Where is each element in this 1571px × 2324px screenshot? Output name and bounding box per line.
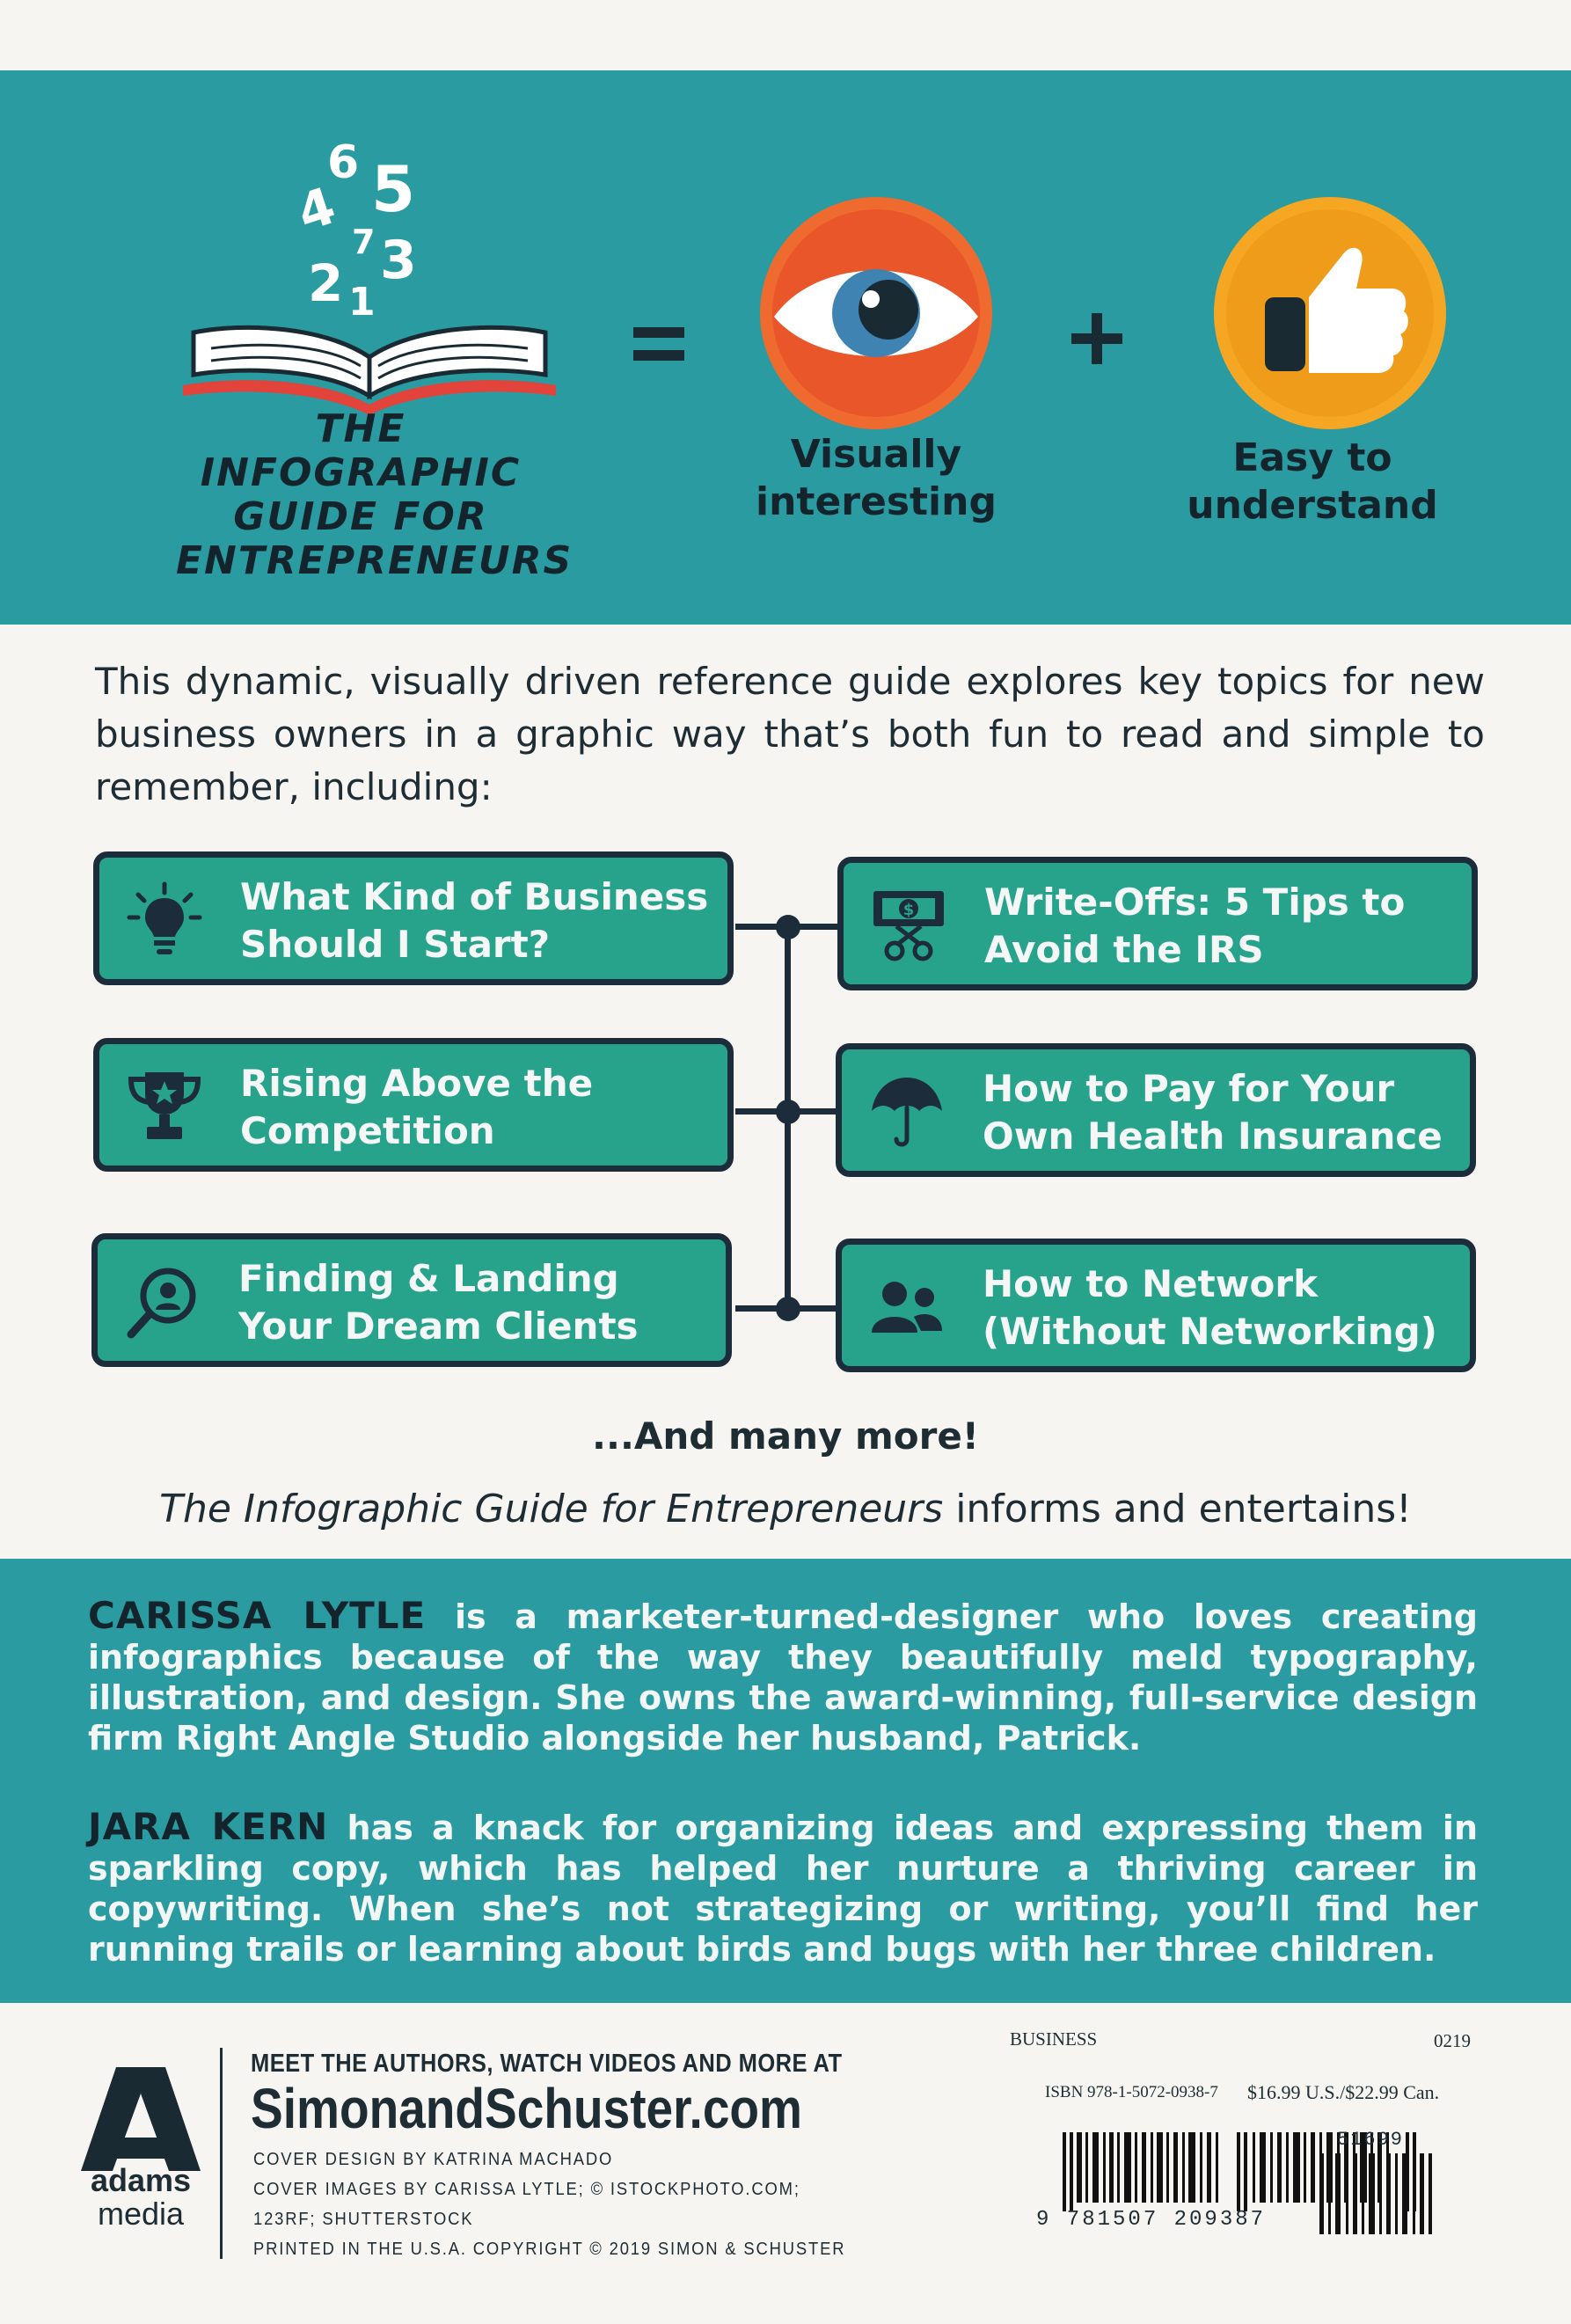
number-glyph: 5	[371, 152, 416, 226]
topic-title: Write-Offs: 5 Tips to Avoid the IRS	[984, 881, 1406, 971]
number-glyph: 3	[380, 230, 417, 291]
publisher-website: SimonandSchuster.com	[251, 2077, 802, 2140]
price-barcode-icon	[1319, 2153, 1434, 2234]
topic-title: How to Network (Without Networking)	[983, 1262, 1437, 1353]
connector-dot	[776, 915, 800, 939]
price-barcode-number: 51699	[1337, 2129, 1405, 2151]
people-icon	[868, 1268, 946, 1345]
topic-card	[836, 1043, 1476, 1177]
connector-dot	[776, 1297, 800, 1321]
author-bio: CARISSA LYTLE is a marketer-turned-designer who loves creating infographics because of the way they beautifully meld typography, illustration, and design. She owns the award-winning, full-service design firm Right Angle Studio alongside her husband, Patrick.	[88, 1594, 1478, 1758]
tagline: The Infographic Guide for Entrepreneurs informs and entertains!	[159, 1487, 1412, 1531]
author-bio-band	[0, 1559, 1571, 2003]
number-glyph: 2	[308, 253, 344, 313]
hero-band	[0, 70, 1571, 625]
author-name: JARA KERN	[88, 1805, 329, 1848]
topic-card	[91, 1233, 732, 1367]
connector-dot	[776, 1100, 800, 1124]
barcode-number: 9 781507 209387	[1036, 2208, 1267, 2232]
footer-divider	[220, 2048, 223, 2259]
book-title-line: INFOGRAPHIC	[200, 450, 522, 495]
intro-paragraph: This dynamic, visually driven reference guide explores key topics for new business owners in a graphic way that’s both fun to read and simple to remember, including:	[95, 660, 1485, 808]
credit-line: COVER DESIGN BY KATRINA MACHADO	[253, 2150, 614, 2169]
book-title-line: GUIDE FOR	[233, 494, 488, 539]
umbrella-icon	[868, 1072, 946, 1150]
plus-sign	[1071, 313, 1122, 364]
lightbulb-icon	[126, 881, 203, 958]
credit-line: COVER IMAGES BY CARISSA LYTLE; © ISTOCKPHOTO.COM;	[253, 2180, 800, 2199]
topic-title: How to Pay for Your Own Health Insurance	[983, 1067, 1443, 1158]
number-glyph: 1	[348, 280, 376, 325]
many-more-text: ...And many more!	[592, 1414, 979, 1458]
book-title-line: ENTREPRENEURS	[176, 538, 574, 583]
magnifier-person-icon	[124, 1262, 201, 1340]
category-label: BUSINESS	[1010, 2028, 1098, 2050]
price: $16.99 U.S./$22.99 Can.	[1247, 2081, 1440, 2103]
number-glyph: 6	[327, 136, 360, 189]
eye-icon	[756, 194, 996, 433]
visual-label-line: interesting	[756, 479, 997, 524]
number-glyph: 4	[289, 175, 343, 244]
isbn: ISBN 978-1-5072-0938-7	[1045, 2083, 1218, 2101]
author-name: CARISSA LYTLE	[88, 1594, 427, 1637]
equals-sign	[633, 327, 684, 361]
book-title-line: THE	[315, 406, 406, 451]
number-glyph: 7	[352, 223, 376, 261]
topic-card	[93, 851, 734, 985]
credit-line: 123RF; SHUTTERSTOCK	[253, 2210, 474, 2229]
visual-label-line: Visually	[790, 432, 962, 477]
topic-title: What Kind of Business Should I Start?	[240, 875, 709, 966]
logo-word-adams: adams	[90, 2162, 192, 2198]
topic-title: Rising Above the Competition	[240, 1062, 594, 1152]
easy-label-line: understand	[1187, 483, 1438, 528]
trophy-icon	[126, 1067, 203, 1144]
topic-card	[837, 857, 1478, 990]
print-code: 0219	[1434, 2030, 1471, 2051]
easy-label-line: Easy to	[1232, 435, 1392, 480]
author-bio: JARA KERN has a knack for organizing ideas and expressing them in sparkling copy, which has helped her nurture a thriving career in copywriting. When she’s not strategizing or writing, you’ll find her running trails or learning about birds and bugs with her three children.	[88, 1805, 1478, 1969]
credit-line: PRINTED IN THE U.S.A. COPYRIGHT © 2019 SIMON & SCHUSTER	[253, 2240, 846, 2259]
topic-card	[93, 1038, 734, 1172]
open-book-icon	[176, 106, 563, 422]
meet-authors-text: MEET THE AUTHORS, WATCH VIDEOS AND MORE AT	[251, 2050, 843, 2078]
svg-text:$: $	[902, 901, 915, 919]
money-scissors-icon	[870, 886, 947, 963]
logo-word-media: media	[97, 2196, 185, 2232]
topic-title: Finding & Landing Your Dream Clients	[238, 1257, 639, 1348]
adams-media-logo-icon	[81, 2067, 201, 2171]
topic-card	[836, 1239, 1476, 1372]
thumbs-up-icon	[1210, 194, 1450, 433]
